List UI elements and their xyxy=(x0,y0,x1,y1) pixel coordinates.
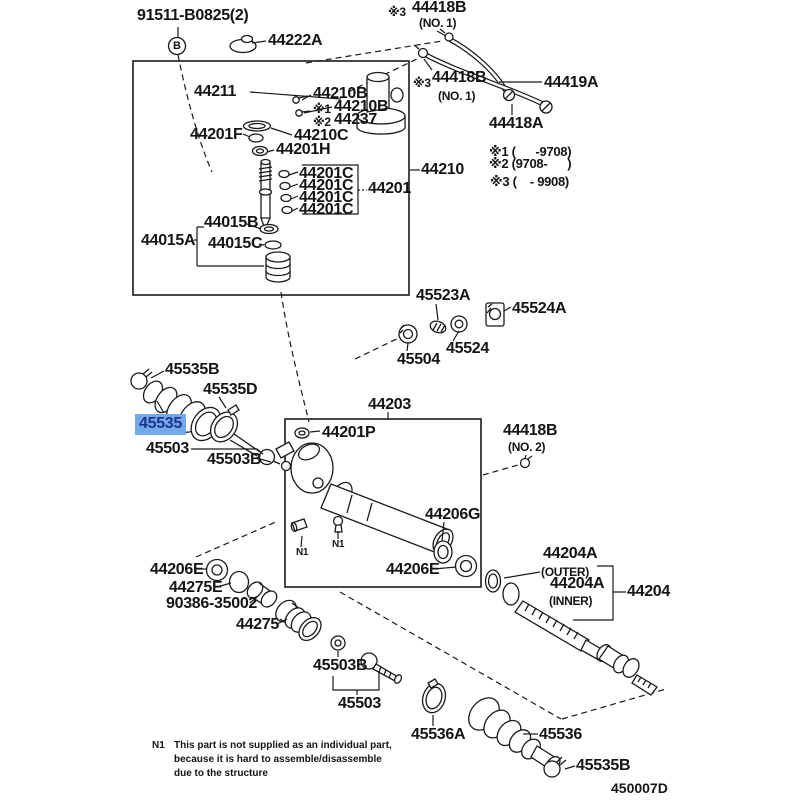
valve-44201-shape xyxy=(259,160,292,230)
ref-mark-2: ※2 xyxy=(313,115,331,129)
valve-seat-parts-shape xyxy=(399,303,504,343)
label-44201h[interactable]: 44201H xyxy=(276,141,331,158)
footnote-line-2: because it is hard to assemble/disassemble xyxy=(174,754,382,765)
label-44237[interactable]: 44237 xyxy=(334,111,377,128)
legend-3: ※3 ( - 9908) xyxy=(490,174,569,189)
label-45535b-bottom[interactable]: 45535B xyxy=(576,757,631,774)
label-45503b-top[interactable]: 45503B xyxy=(207,451,262,468)
label-44201c-4[interactable]: 44201C xyxy=(299,201,354,218)
label-45535b-top[interactable]: 45535B xyxy=(165,361,220,378)
legend-2: ※2 (9708- ) xyxy=(489,156,572,171)
ref-mark-1: ※1 xyxy=(313,102,331,116)
label-45535d[interactable]: 45535D xyxy=(203,381,258,398)
label-90386-35002[interactable]: 90386-35002 xyxy=(166,595,258,612)
sublabel-no1-a: (NO. 1) xyxy=(419,16,457,30)
label-44206g[interactable]: 44206G xyxy=(425,506,481,523)
label-44210[interactable]: 44210 xyxy=(421,161,464,178)
label-44015a[interactable]: 44015A xyxy=(141,232,196,249)
ref-mark-3b: ※3 xyxy=(413,76,431,90)
bolts-44210b-shape xyxy=(293,96,310,116)
gasket-washers-shape xyxy=(244,121,271,156)
label-44418b-no2[interactable]: 44418B xyxy=(503,422,558,439)
label-44419a[interactable]: 44419A xyxy=(544,74,599,91)
footnote-ref: N1 xyxy=(152,740,165,751)
label-44206e-housing[interactable]: 44206E xyxy=(386,561,440,578)
label-45536a[interactable]: 45536A xyxy=(411,726,466,743)
label-45536[interactable]: 45536 xyxy=(539,726,582,743)
label-45523a[interactable]: 45523A xyxy=(416,287,471,304)
label-44015c[interactable]: 44015C xyxy=(208,235,263,252)
label-44204a-outer[interactable]: 44204A xyxy=(543,545,598,562)
label-45503-top[interactable]: 45503 xyxy=(146,440,189,457)
callout-b-label: B xyxy=(173,40,181,52)
label-44275e[interactable]: 44275E xyxy=(169,579,223,596)
label-44203[interactable]: 44203 xyxy=(368,396,411,413)
label-45503b-bottom[interactable]: 45503B xyxy=(313,657,368,674)
label-45503-bottom[interactable]: 45503 xyxy=(338,695,381,712)
label-44201c-3[interactable]: 44201C xyxy=(299,189,354,206)
label-44211[interactable]: 44211 xyxy=(194,83,237,100)
n1-mark-1: N1 xyxy=(296,547,309,558)
label-44201c-2[interactable]: 44201C xyxy=(299,177,354,194)
sublabel-inner: (INNER) xyxy=(549,594,593,608)
legend-1: ※1 ( -9708) xyxy=(489,144,572,159)
label-44201c-1[interactable]: 44201C xyxy=(299,165,354,182)
label-44204[interactable]: 44204 xyxy=(627,583,670,600)
bushing-44015-shape xyxy=(260,225,290,283)
label-44222a[interactable]: 44222A xyxy=(268,32,323,49)
footnote-line-3: due to the structure xyxy=(174,768,268,779)
n1-mark-2: N1 xyxy=(332,539,345,550)
ref-mark-3a: ※3 xyxy=(388,5,406,19)
sublabel-no2: (NO. 2) xyxy=(508,440,546,454)
footnote-line-1: This part is not supplied as an individual part, xyxy=(174,740,392,751)
label-44201p[interactable]: 44201P xyxy=(322,424,376,441)
sublabel-no1-b: (NO. 1) xyxy=(438,89,476,103)
label-44418b-no1-a[interactable]: 44418B xyxy=(412,0,467,16)
label-44204a-inner[interactable]: 44204A xyxy=(550,575,605,592)
drawing-code: 450007D xyxy=(611,780,668,796)
label-45535[interactable]: 45535 xyxy=(135,414,186,435)
sublabel-outer: (OUTER) xyxy=(541,565,589,579)
label-45504[interactable]: 45504 xyxy=(397,351,440,368)
label-45524a[interactable]: 45524A xyxy=(512,300,567,317)
label-44210b-1[interactable]: 44210B xyxy=(313,85,368,102)
label-44210c[interactable]: 44210C xyxy=(294,127,349,144)
label-45524[interactable]: 45524 xyxy=(446,340,489,357)
grommet-44418b-no2-shape xyxy=(521,456,533,468)
cap-44222a-shape xyxy=(230,36,256,53)
label-44418b-no1-b[interactable]: 44418B xyxy=(432,69,487,86)
label-91511-b0825[interactable]: 91511-B0825(2) xyxy=(137,7,249,24)
label-44206e-left[interactable]: 44206E xyxy=(150,561,204,578)
label-44275[interactable]: 44275 xyxy=(236,616,279,633)
rings-44206-shape xyxy=(434,541,477,577)
label-44201f[interactable]: 44201F xyxy=(190,126,243,143)
label-44418a[interactable]: 44418A xyxy=(489,115,544,132)
label-44201[interactable]: 44201 xyxy=(368,180,411,197)
label-44015b[interactable]: 44015B xyxy=(204,214,259,231)
label-44210b-2[interactable]: 44210B xyxy=(334,98,389,115)
rack-housing-44203-shape xyxy=(276,428,457,557)
